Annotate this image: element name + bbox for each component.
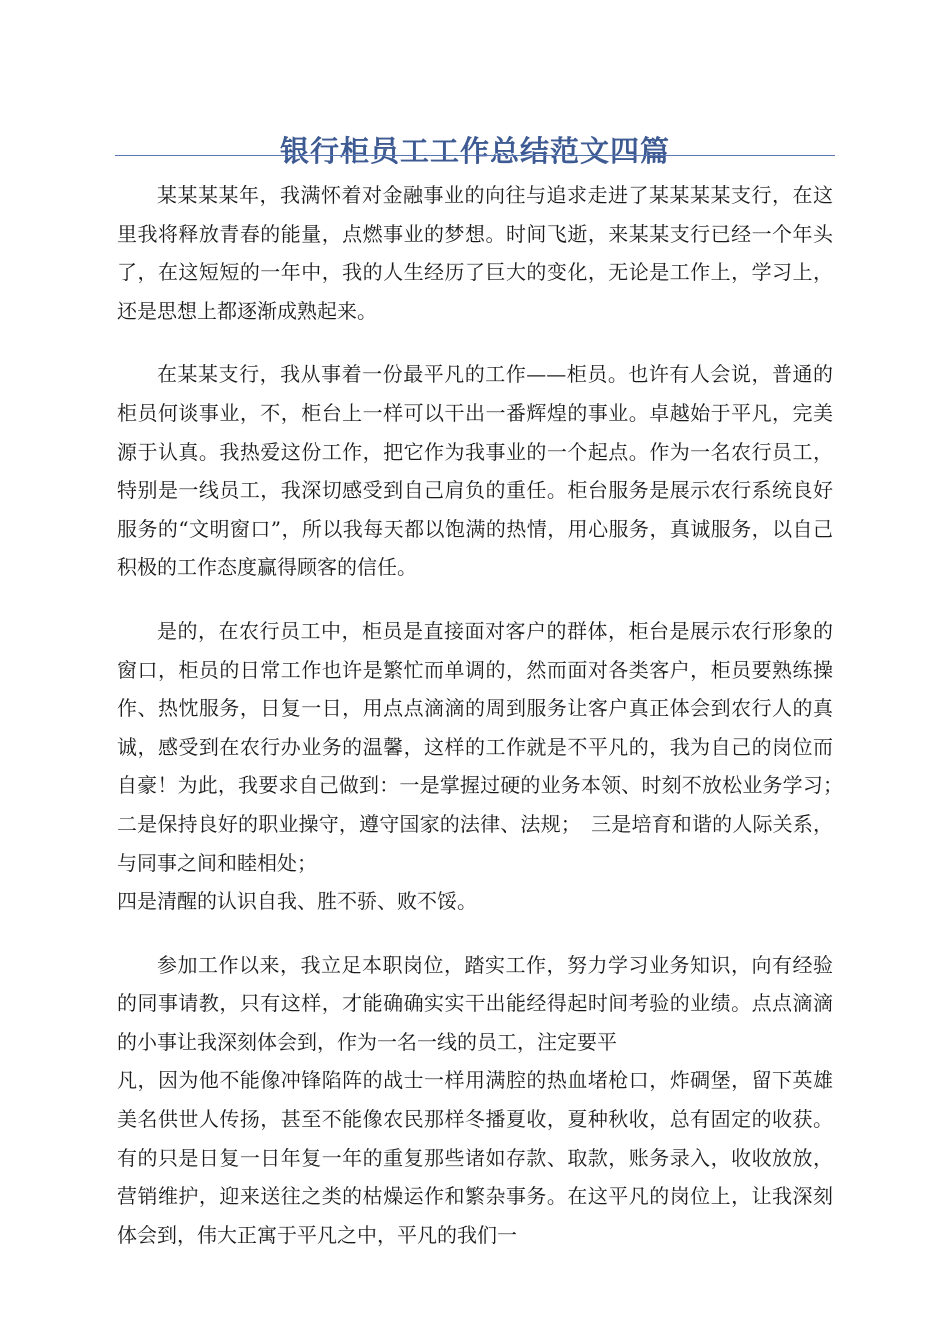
document-body — [117, 176, 853, 1254]
paragraph-3-continuation: 四是清醒的认识自我、胜不骄、败不馁。 — [117, 889, 477, 914]
title-underline — [115, 155, 835, 156]
paragraph-1: 某某某某年，我满怀着对金融事业的向往与追求走进了某某某某支行，在这里我将释放青春的能量，点燃事业的梦想。时间飞逝，来某某支行已经一个年头了，在这短短的一年中，我的人生经历了巨大的变化，无论是工作上，学习上，还是思想上都逐渐成熟起来。 — [117, 183, 833, 323]
document-title: 银行柜员工工作总结范文四篇 — [279, 134, 670, 169]
paragraph-3: 是的，在农行员工中，柜员是直接面对客户的群体，柜台是展示农行形象的窗口，柜员的日常工作也许是繁忙而单调的，然而面对各类客户，柜员要熟练操作、热忱服务，日复一日，用点点滴滴的周到服务让客户真正体会到农行人的真诚，感受到在农行办业务的温馨，这样的工作就是不平凡的，我为自己的岗位而自豪！为此，我要求自己做到：一是掌握过硬的业务本领、时刻不放松业务学习； 二是保持良好的职业操守，遵守国家的法律、法规； 三是培育和谐的人际关系，与同事之间和睦相处； — [117, 618, 853, 875]
paragraph-4: 参加工作以来，我立足本职岗位，踏实工作，努力学习业务知识，向有经验的同事请教，只有这样，才能确确实实干出能经得起时间考验的业绩。点点滴滴的小事让我深刻体会到，作为一名一线的员工，注定要平 — [117, 952, 833, 1054]
paragraph-2: 在某某支行，我从事着一份最平凡的工作——柜员。也许有人会说，普通的柜员何谈事业，不，柜台上一样可以干出一番辉煌的事业。卓越始于平凡，完美源于认真。我热爱这份工作，把它作为我事业的一个起点。作为一名农行员工，特别是一线员工，我深切感受到自己肩负的重任。柜台服务是展示农行系统良好服务的“文明窗口”，所以我每天都以饱满的热情，用心服务，真诚服务，以自己积极的工作态度赢得顾客的信任。 — [117, 362, 833, 580]
paragraph-4-continuation: 凡，因为他不能像冲锋陷阵的战士一样用满腔的热血堵枪口，炸碉堡，留下英雄美名供世人传扬，甚至不能像农民那样冬播夏收，夏种秋收，总有固定的收获。有的只是日复一日年复一年的重复那些诸如存款、取款，账务录入，收收放放，营销维护，迎来送往之类的枯燥运作和繁杂事务。在这平凡的岗位上，让我深刻体会到，伟大正寓于平凡之中，平凡的我们一 — [117, 1068, 833, 1247]
